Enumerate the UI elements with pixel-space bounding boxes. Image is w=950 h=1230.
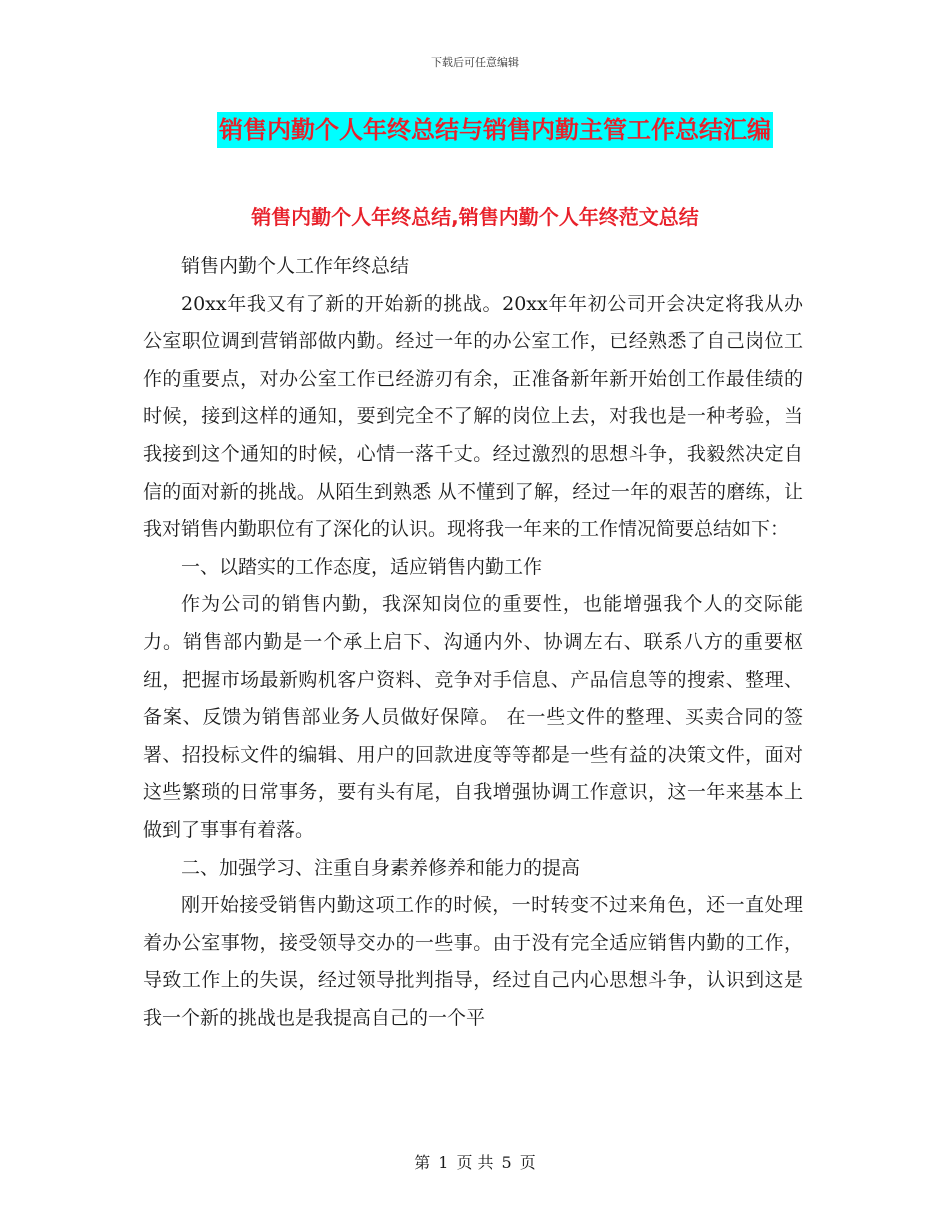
footer-mid: 页 共: [456, 1153, 494, 1172]
page-total: 5: [501, 1153, 512, 1172]
page-footer: [0, 1150, 950, 1173]
document-body: [143, 248, 803, 1037]
page-current: 1: [438, 1153, 449, 1172]
paragraph: 作为公司的销售内勤，我深知岗位的重要性，也能增强我个人的交际能力。销售部内勤是一个承上启下、沟通内外、协调左右、联系八方的重要枢纽，把握市场最新购机客户资料、竞争对手信息、产品信息等的搜索、整理、备案、反馈为销售部业务人员做好保障。 在一些文件的整理、买卖合同的签署、招投标文件的编辑、用户的回款进度等等都是一些有益的决策文件，面对这些繁琐的日常事务，要有头有尾，自我增强协调工作意识，这一年来基本上做到了事事有着落。: [143, 593, 803, 841]
footer-suffix: 页: [519, 1153, 536, 1172]
footer-prefix: 第: [414, 1153, 431, 1172]
sub-title: 销售内勤个人年终总结,销售内勤个人年终范文总结: [251, 205, 699, 229]
paragraph-heading: 销售内勤个人工作年终总结: [181, 255, 410, 277]
paragraph: 20xx年我又有了新的开始新的挑战。20xx年年初公司开会决定将我从办公室职位调到营销部做内勤。经过一年的办公室工作，已经熟悉了自己岗位工作的重要点，对办公室工作已经游刃有余，正准备新年新开始创工作最佳绩的时候，接到这样的通知，要到完全不了解的岗位上去，对我也是一种考验，当我接到这个通知的时候，心情一落千丈。经过激烈的思想斗争，我毅然决定自信的面对新的挑战。从陌生到熟悉 从不懂到了解，经过一年的艰苦的磨练，让我对销售内勤职位有了深化的认识。现将我一年来的工作情况简要总结如下：: [143, 292, 803, 541]
section-heading: 一、以踏实的工作态度，适应销售内勤工作: [181, 555, 543, 578]
main-title-wrap: [0, 112, 950, 148]
paragraph: 刚开始接受销售内勤这项工作的时候，一时转变不过来角色，还一直处理着办公室事物，接受领导交办的一些事。由于没有完全适应销售内勤的工作，导致工作上的失误，经过领导批判指导，经过自己内心思想斗争，认识到这是我一个新的挑战也是我提高自己的一个平: [143, 894, 803, 1029]
header-note: 下载后可任意编辑: [431, 56, 519, 69]
section-heading: 二、加强学习、注重自身素养修养和能力的提高: [181, 856, 581, 879]
main-title: 销售内勤个人年终总结与销售内勤主管工作总结汇编: [217, 112, 773, 148]
